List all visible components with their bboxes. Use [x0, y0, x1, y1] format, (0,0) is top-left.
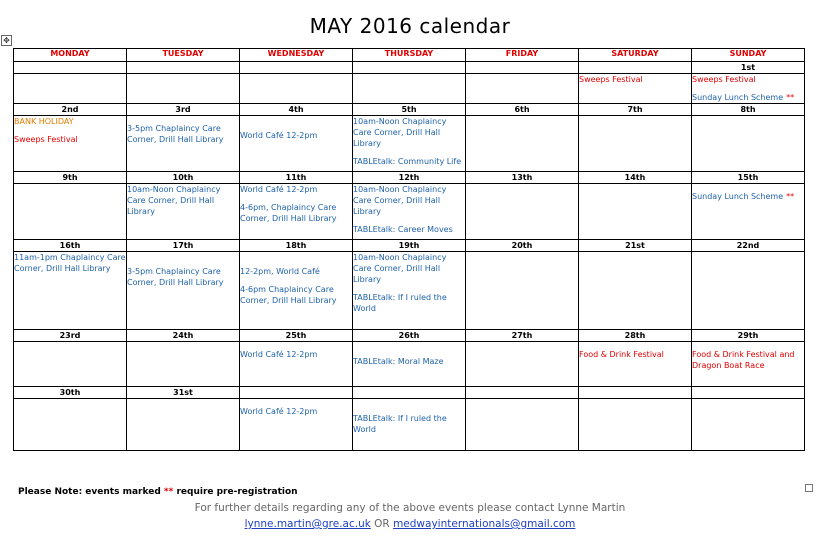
event-text: Sweeps Festival [692, 75, 756, 84]
table-move-handle-icon[interactable]: ✥ [1, 35, 12, 46]
date-number: 12th [353, 172, 466, 184]
event-text: TABLEtalk: Career Moves [353, 225, 453, 234]
event-text: Food & Drink Festival and Dragon Boat Race [692, 350, 795, 370]
day-header: SUNDAY [692, 49, 805, 62]
event-text: Food & Drink Festival [579, 350, 664, 359]
day-cell[interactable] [466, 342, 579, 387]
date-number: 30th [14, 387, 127, 399]
event-entry [14, 252, 126, 274]
day-header: SATURDAY [579, 49, 692, 62]
event-text: TABLEtalk: If I ruled the World [353, 414, 447, 434]
event-text: Sweeps Festival [14, 135, 78, 144]
date-number: 15th [692, 172, 805, 184]
date-number: 13th [466, 172, 579, 184]
day-cell[interactable] [127, 399, 240, 451]
date-number: 18th [240, 240, 353, 252]
date-number: 14th [579, 172, 692, 184]
day-cell[interactable] [14, 252, 127, 330]
day-cell[interactable] [579, 74, 692, 104]
date-number: 2nd [14, 104, 127, 116]
spacer [240, 277, 352, 284]
day-cell[interactable] [579, 342, 692, 387]
note-prefix: Please Note: events marked [18, 487, 164, 497]
registration-note [18, 487, 298, 497]
day-cell[interactable] [692, 342, 805, 387]
spacer [692, 184, 804, 191]
date-number [466, 62, 579, 74]
date-number: 8th [692, 104, 805, 116]
spacer [240, 123, 352, 130]
day-cell[interactable] [240, 399, 353, 451]
date-number: 1st [692, 62, 805, 74]
event-entry [353, 252, 465, 285]
calendar-table [13, 48, 805, 451]
date-row [14, 104, 805, 116]
event-text: World Café 12-2pm [240, 350, 318, 359]
date-number: 6th [466, 104, 579, 116]
event-text: TABLEtalk: Community Life [353, 157, 462, 166]
day-cell[interactable] [353, 116, 466, 172]
spacer [353, 349, 465, 356]
event-entry [353, 156, 465, 167]
event-entry [127, 184, 239, 217]
spacer [240, 399, 352, 406]
spacer [353, 399, 465, 406]
day-cell[interactable] [579, 116, 692, 172]
registration-stars: ** [786, 93, 795, 102]
date-number: 11th [240, 172, 353, 184]
events-row [14, 342, 805, 387]
or-text: OR [370, 518, 394, 530]
event-entry [127, 123, 239, 145]
event-entry [240, 130, 352, 141]
date-row [14, 330, 805, 342]
date-number: 29th [692, 330, 805, 342]
day-cell[interactable] [579, 252, 692, 330]
day-cell[interactable] [240, 116, 353, 172]
day-cell[interactable] [127, 74, 240, 104]
day-cell[interactable] [353, 74, 466, 104]
email-link-lynne[interactable]: lynne.martin@gre.ac.uk [244, 518, 371, 530]
spacer [127, 259, 239, 266]
event-text: 3-5pm Chaplaincy Care Corner, Drill Hall Library [127, 124, 224, 144]
day-cell[interactable] [240, 74, 353, 104]
note-suffix: require pre-registration [173, 487, 298, 497]
date-number: 28th [579, 330, 692, 342]
date-row [14, 387, 805, 399]
events-row [14, 74, 805, 104]
event-entry [353, 224, 465, 235]
day-cell[interactable] [14, 342, 127, 387]
event-text: Sweeps Festival [579, 75, 643, 84]
date-number: 31st [127, 387, 240, 399]
day-header: TUESDAY [127, 49, 240, 62]
date-number [240, 387, 353, 399]
day-header: THURSDAY [353, 49, 466, 62]
day-header: FRIDAY [466, 49, 579, 62]
day-cell[interactable] [353, 399, 466, 451]
day-cell[interactable] [466, 184, 579, 240]
event-entry [692, 349, 804, 371]
event-entry [353, 292, 465, 314]
event-text: TABLEtalk: If I ruled the World [353, 293, 447, 313]
date-number: 23rd [14, 330, 127, 342]
event-text: 10am-Noon Chaplaincy Care Corner, Drill Hall Library [353, 117, 447, 148]
date-number: 27th [466, 330, 579, 342]
day-cell[interactable] [127, 116, 240, 172]
date-number: 9th [14, 172, 127, 184]
event-text: 10am-Noon Chaplaincy Care Corner, Drill Hall Library [353, 253, 447, 284]
day-header-row [14, 49, 805, 62]
event-entry [240, 202, 352, 224]
day-cell[interactable] [466, 74, 579, 104]
event-entry [579, 349, 691, 360]
date-number [14, 62, 127, 74]
spacer [240, 259, 352, 266]
date-number: 20th [466, 240, 579, 252]
spacer [353, 342, 465, 349]
date-number [466, 387, 579, 399]
day-cell[interactable] [353, 252, 466, 330]
date-row [14, 62, 805, 74]
date-number: 25th [240, 330, 353, 342]
date-number: 5th [353, 104, 466, 116]
event-entry [14, 134, 126, 145]
day-cell[interactable] [692, 252, 805, 330]
event-text: 4-6pm, Chaplaincy Care Corner, Drill Hall Library [240, 203, 337, 223]
events-row [14, 399, 805, 451]
day-header: MONDAY [14, 49, 127, 62]
spacer [127, 116, 239, 123]
spacer [692, 85, 804, 92]
event-text: Sunday Lunch Scheme [692, 192, 784, 201]
date-number [579, 62, 692, 74]
event-text: BANK HOLIDAY [14, 117, 74, 126]
event-entry [240, 184, 352, 195]
spacer [579, 342, 691, 349]
date-row [14, 240, 805, 252]
email-link-medway[interactable]: medwayinternationals@gmail.com [393, 518, 576, 530]
day-cell[interactable] [14, 116, 127, 172]
day-cell[interactable] [14, 184, 127, 240]
day-cell[interactable] [466, 399, 579, 451]
day-header: WEDNESDAY [240, 49, 353, 62]
date-number: 19th [353, 240, 466, 252]
event-entry [240, 266, 352, 277]
note-stars: ** [163, 487, 174, 497]
event-text: 11am-1pm Chaplaincy Care Corner, Drill Hall Library [14, 253, 126, 273]
event-entry [692, 92, 804, 103]
spacer [240, 342, 352, 349]
event-entry [579, 74, 691, 85]
spacer [240, 116, 352, 123]
event-text: 3-5pm Chaplaincy Care Corner, Drill Hall Library [127, 267, 224, 287]
spacer [240, 195, 352, 202]
event-text: World Café 12-2pm [240, 185, 318, 194]
event-entry [353, 116, 465, 149]
day-cell[interactable] [127, 184, 240, 240]
day-cell[interactable] [353, 184, 466, 240]
day-cell[interactable] [240, 252, 353, 330]
event-entry [240, 406, 352, 417]
event-entry [353, 413, 465, 435]
date-number: 4th [240, 104, 353, 116]
date-number: 24th [127, 330, 240, 342]
date-number [127, 62, 240, 74]
event-text: 10am-Noon Chaplaincy Care Corner, Drill Hall Library [353, 185, 447, 216]
day-cell[interactable] [579, 399, 692, 451]
day-cell[interactable] [14, 399, 127, 451]
event-entry [14, 116, 126, 127]
spacer [353, 406, 465, 413]
day-cell[interactable] [692, 399, 805, 451]
day-cell[interactable] [240, 184, 353, 240]
event-text: 10am-Noon Chaplaincy Care Corner, Drill Hall Library [127, 185, 221, 216]
date-number [692, 387, 805, 399]
event-entry [353, 184, 465, 217]
event-entry [127, 266, 239, 288]
date-number [353, 62, 466, 74]
spacer [353, 149, 465, 156]
date-number: 3rd [127, 104, 240, 116]
spacer [353, 285, 465, 292]
event-entry [692, 191, 804, 202]
spacer [14, 127, 126, 134]
event-entry [240, 349, 352, 360]
spacer [353, 217, 465, 224]
events-row [14, 116, 805, 172]
event-text: World Café 12-2pm [240, 131, 318, 140]
day-cell[interactable] [240, 342, 353, 387]
events-row [14, 184, 805, 240]
date-number: 16th [14, 240, 127, 252]
day-cell[interactable] [466, 252, 579, 330]
date-number: 7th [579, 104, 692, 116]
event-entry [353, 356, 465, 367]
date-row [14, 172, 805, 184]
page-title: MAY 2016 calendar [309, 14, 511, 38]
day-cell[interactable] [353, 342, 466, 387]
day-cell[interactable] [127, 342, 240, 387]
event-text: Sunday Lunch Scheme [692, 93, 784, 102]
date-number [353, 387, 466, 399]
day-cell[interactable] [579, 184, 692, 240]
event-text: 12-2pm, World Café [240, 267, 320, 276]
event-entry [240, 284, 352, 306]
day-cell[interactable] [692, 184, 805, 240]
event-entry [692, 74, 804, 85]
contact-emails [0, 518, 820, 530]
day-cell[interactable] [127, 252, 240, 330]
date-number: 21st [579, 240, 692, 252]
date-number: 26th [353, 330, 466, 342]
date-number [579, 387, 692, 399]
date-number: 22nd [692, 240, 805, 252]
day-cell[interactable] [692, 74, 805, 104]
table-resize-handle[interactable] [805, 484, 813, 492]
day-cell[interactable] [466, 116, 579, 172]
contact-line: For further details regarding any of the above events please contact Lynne Martin [194, 502, 626, 514]
date-number: 17th [127, 240, 240, 252]
day-cell[interactable] [692, 116, 805, 172]
day-cell[interactable] [14, 74, 127, 104]
spacer [240, 252, 352, 259]
event-text: TABLEtalk: Moral Maze [353, 357, 444, 366]
event-text: 4-6pm Chaplaincy Care Corner, Drill Hall Library [240, 285, 337, 305]
event-text: World Café 12-2pm [240, 407, 318, 416]
date-number: 10th [127, 172, 240, 184]
events-row [14, 252, 805, 330]
spacer [692, 342, 804, 349]
date-number [240, 62, 353, 74]
registration-stars: ** [786, 192, 795, 201]
spacer [127, 252, 239, 259]
